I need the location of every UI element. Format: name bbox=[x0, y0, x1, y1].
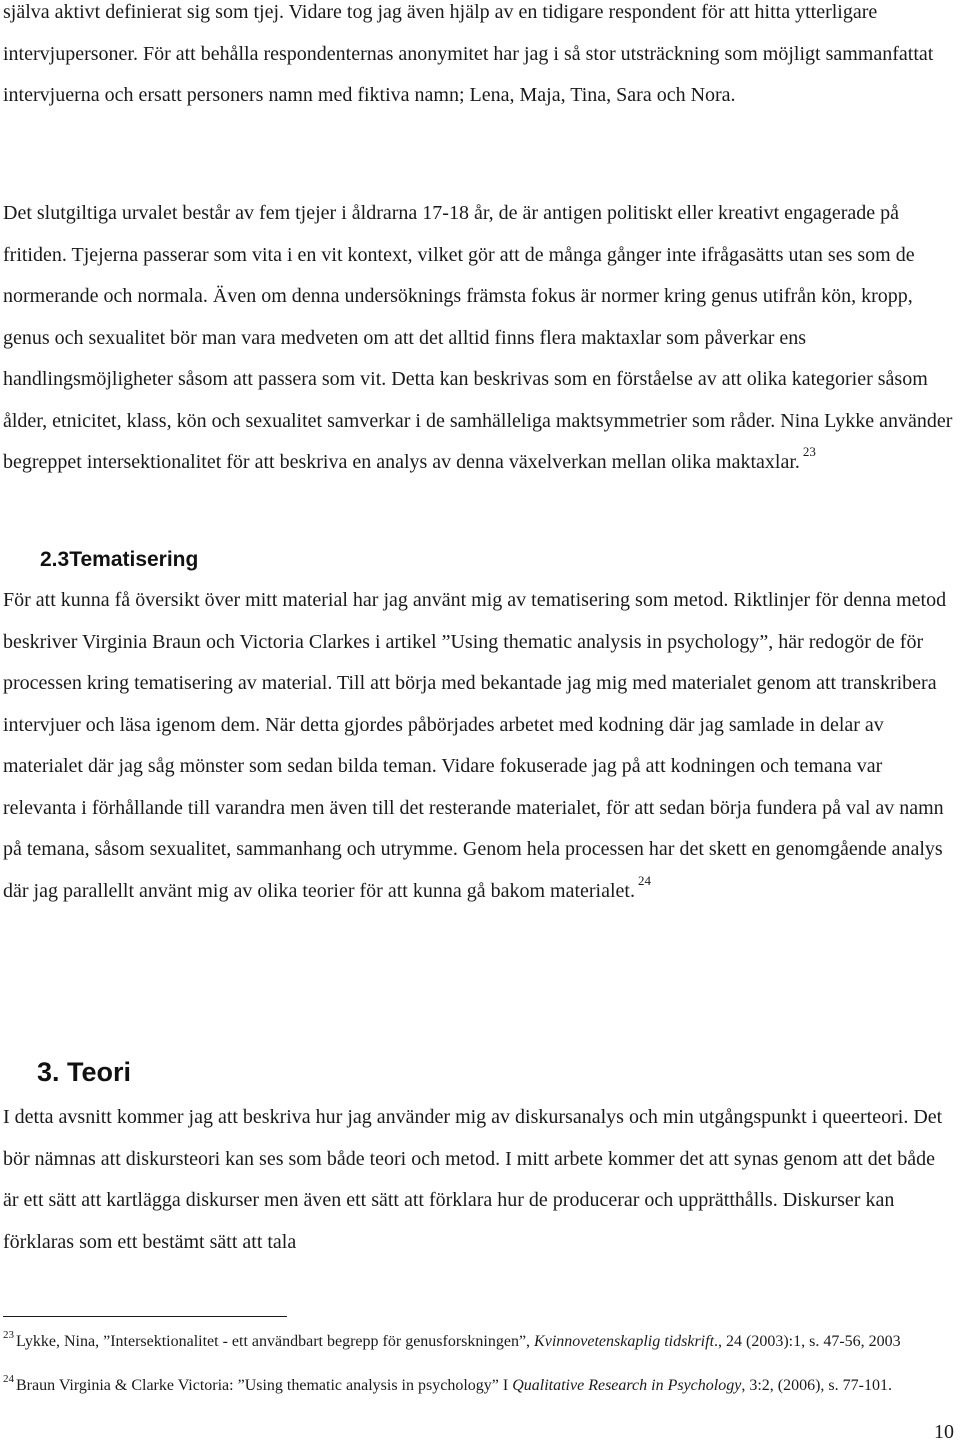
footnote-journal-title: Kvinnovetenskaplig tidskrift bbox=[534, 1333, 715, 1350]
section-heading-tematisering: 2.3Tematisering bbox=[40, 548, 199, 571]
body-paragraph bbox=[3, 0, 953, 117]
body-paragraph bbox=[3, 1097, 953, 1263]
footnote-reference[interactable]: 24 bbox=[637, 872, 651, 888]
footnote-text: Braun Virginia & Clarke Victoria: ”Using thematic analysis in psychology” I bbox=[16, 1377, 513, 1394]
footnote-text: Lykke, Nina, ”Intersektionalitet - ett användbart begrepp för genusforskningen”, bbox=[16, 1333, 535, 1350]
body-paragraph bbox=[3, 580, 953, 913]
paragraph-text: För att kunna få översikt över mitt material har jag använt mig av tematisering som metod. Riktlinjer för denna metod beskriver Virginia Braun och Victoria Clarkes i artikel ”Using thematic analysis in psychology”, här redogör de för processen kring tematisering av material. Till att börja med bekantade jag mig med materialet genom att transkribera intervjuer och läsa igenom dem. När detta gjordes påbörjades arbetet med kodning där jag samlade in delar av materialet där jag såg mönster som sedan bilda teman. Vidare fokuserade jag på att kodningen och temana var relevanta i förhållande till varandra men även till det resterande materialet, för att sedan börja fundera på val av namn på temana, såsom sexualitet, sammanhang och utrymme. Genom hela processen har det skett en genomgående analys där jag parallellt använt mig av olika teorier för att kunna gå bakom materialet. bbox=[3, 589, 947, 902]
footnote-number: 24 bbox=[3, 1373, 14, 1385]
footnote bbox=[3, 1375, 958, 1399]
footnote-journal-title: Qualitative Research in Psychology bbox=[512, 1377, 742, 1394]
body-paragraph bbox=[3, 193, 953, 485]
footnote-reference[interactable]: 23 bbox=[802, 444, 816, 459]
section-heading-teori: 3. Teori bbox=[37, 1057, 132, 1087]
footnote-citation-tail: , 3:2, (2006), s. 77-101. bbox=[741, 1377, 892, 1394]
paragraph-text: I detta avsnitt kommer jag att beskriva hur jag använder mig av diskursanalys och min utgångspunkt i queerteori. Det bör nämnas att diskursteori kan ses som både teori och metod. I mitt arbete kommer det att synas genom att det både är ett sätt att kartlägga diskurser men även ett sätt att förklara hur de producerar och upprätthålls. Diskurser kan förklaras som ett bestämt sätt att tala bbox=[3, 1106, 943, 1253]
footnote-separator bbox=[3, 1316, 287, 1317]
footnote bbox=[3, 1331, 958, 1355]
paragraph-text: Det slutgiltiga urvalet består av fem tjejer i åldrarna 17-18 år, de är antigen politiskt eller kreativt engagerade på fritiden. Tjejerna passerar som vita i en vit kontext, vilket gör att de många gånger inte ifrågasätts utan ses som de normerande och normala. Även om denna undersöknings främsta fokus är normer kring genus utifrån kön, kropp, genus och sexualitet bör man vara medveten om att det alltid finns flera maktaxlar som påverkar ens handlingsmöjligheter såsom att passera som vit. Detta kan beskrivas som en förståelse av att olika kategorier såsom ålder, etnicitet, klass, kön och sexualitet samverkar i de samhälleliga maktsymmetrier som råder. Nina Lykke använder begreppet intersektionalitet för att beskriva en analys av denna växelverkan mellan olika maktaxlar. bbox=[3, 202, 953, 473]
footnote-citation-tail: ., 24 (2003):1, s. 47-56, 2003 bbox=[714, 1333, 901, 1350]
paragraph-text: själva aktivt definierat sig som tjej. Vidare tog jag även hjälp av en tidigare respondent för att hitta ytterligare intervjupersoner. För att behålla respondenternas anonymitet har jag i så stor utsträckning som möjligt sammanfattat intervjuerna och ersatt personers namn med fiktiva namn; Lena, Maja, Tina, Sara och Nora. bbox=[3, 1, 934, 106]
page-number: 10 bbox=[934, 1421, 954, 1443]
footnote-number: 23 bbox=[3, 1329, 14, 1341]
